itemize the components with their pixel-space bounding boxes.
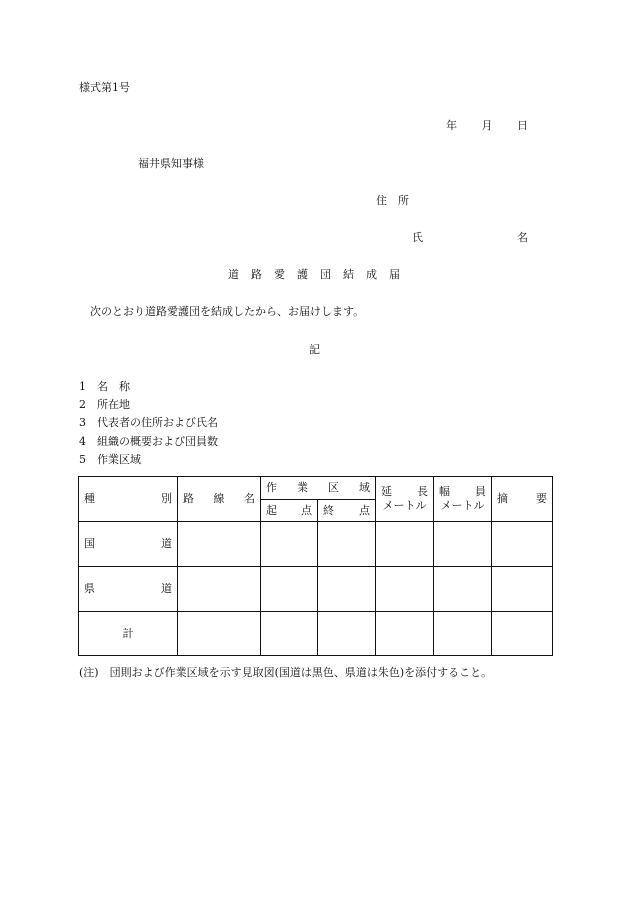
- name-label: [412, 231, 528, 245]
- item-3: [79, 416, 218, 430]
- title-char: 結: [343, 268, 354, 281]
- item-4: [79, 435, 218, 449]
- row-label-prefectural: 県 道: [79, 567, 178, 612]
- item-label: 名 称: [97, 380, 130, 393]
- item-5: [79, 453, 141, 467]
- item-number: 1: [79, 380, 86, 393]
- header-end-point: 終 点: [318, 500, 376, 522]
- header-remarks: 摘 要: [492, 477, 553, 522]
- item-label: 代表者の住所および氏名: [97, 416, 218, 429]
- header-work-area: 作 業 区 域: [261, 477, 376, 500]
- item-number: 2: [79, 398, 86, 411]
- form-number: 様式第1号: [79, 81, 130, 94]
- note: (注) 団則および作業区域を示す見取図(国道は黒色、県道は朱色)を添付すること。: [79, 666, 493, 679]
- header-width: 幅 員 メートル: [434, 477, 492, 522]
- item-1: [79, 380, 130, 394]
- header-length: 延 長 メートル: [376, 477, 434, 522]
- row-label-total: 計: [79, 612, 178, 656]
- item-number: 4: [79, 435, 86, 448]
- document-title: [228, 268, 400, 282]
- table-row-prefectural: [79, 567, 553, 612]
- title-char: 路: [251, 268, 262, 281]
- title-char: 届: [389, 268, 400, 281]
- table-row-total: [79, 612, 553, 656]
- addressee: 福井県知事様: [138, 157, 204, 170]
- body-text: 次のとおり道路愛護団を結成したから、お届けします。: [90, 305, 365, 318]
- title-char: 団: [320, 268, 331, 281]
- header-route-name: 路 線 名: [178, 477, 261, 522]
- header-start-point: 起 点: [261, 500, 318, 522]
- item-number: 3: [79, 416, 86, 429]
- title-char: 道: [228, 268, 239, 281]
- date-month: 月: [481, 119, 493, 132]
- item-label: 組織の概要および団員数: [97, 435, 218, 448]
- item-label: 所在地: [97, 398, 130, 411]
- title-char: 成: [366, 268, 377, 281]
- item-number: 5: [79, 453, 86, 466]
- header-row-1: [79, 477, 553, 500]
- date-day: 日: [517, 119, 528, 132]
- title-char: 愛: [274, 268, 285, 281]
- address-label: 住 所: [376, 194, 409, 207]
- work-area-table: [78, 476, 553, 656]
- item-label: 作業区域: [97, 453, 141, 466]
- name-label-right: 名: [517, 231, 528, 244]
- name-label-left: 氏: [412, 231, 423, 244]
- header-type: 種 別: [79, 477, 178, 522]
- item-2: [79, 398, 130, 412]
- row-label-national: 国 道: [79, 522, 178, 567]
- title-char: 護: [297, 268, 308, 281]
- table-row-national: [79, 522, 553, 567]
- date-year: 年: [446, 119, 457, 132]
- ki-label: 記: [309, 343, 320, 356]
- date-line: [446, 119, 528, 133]
